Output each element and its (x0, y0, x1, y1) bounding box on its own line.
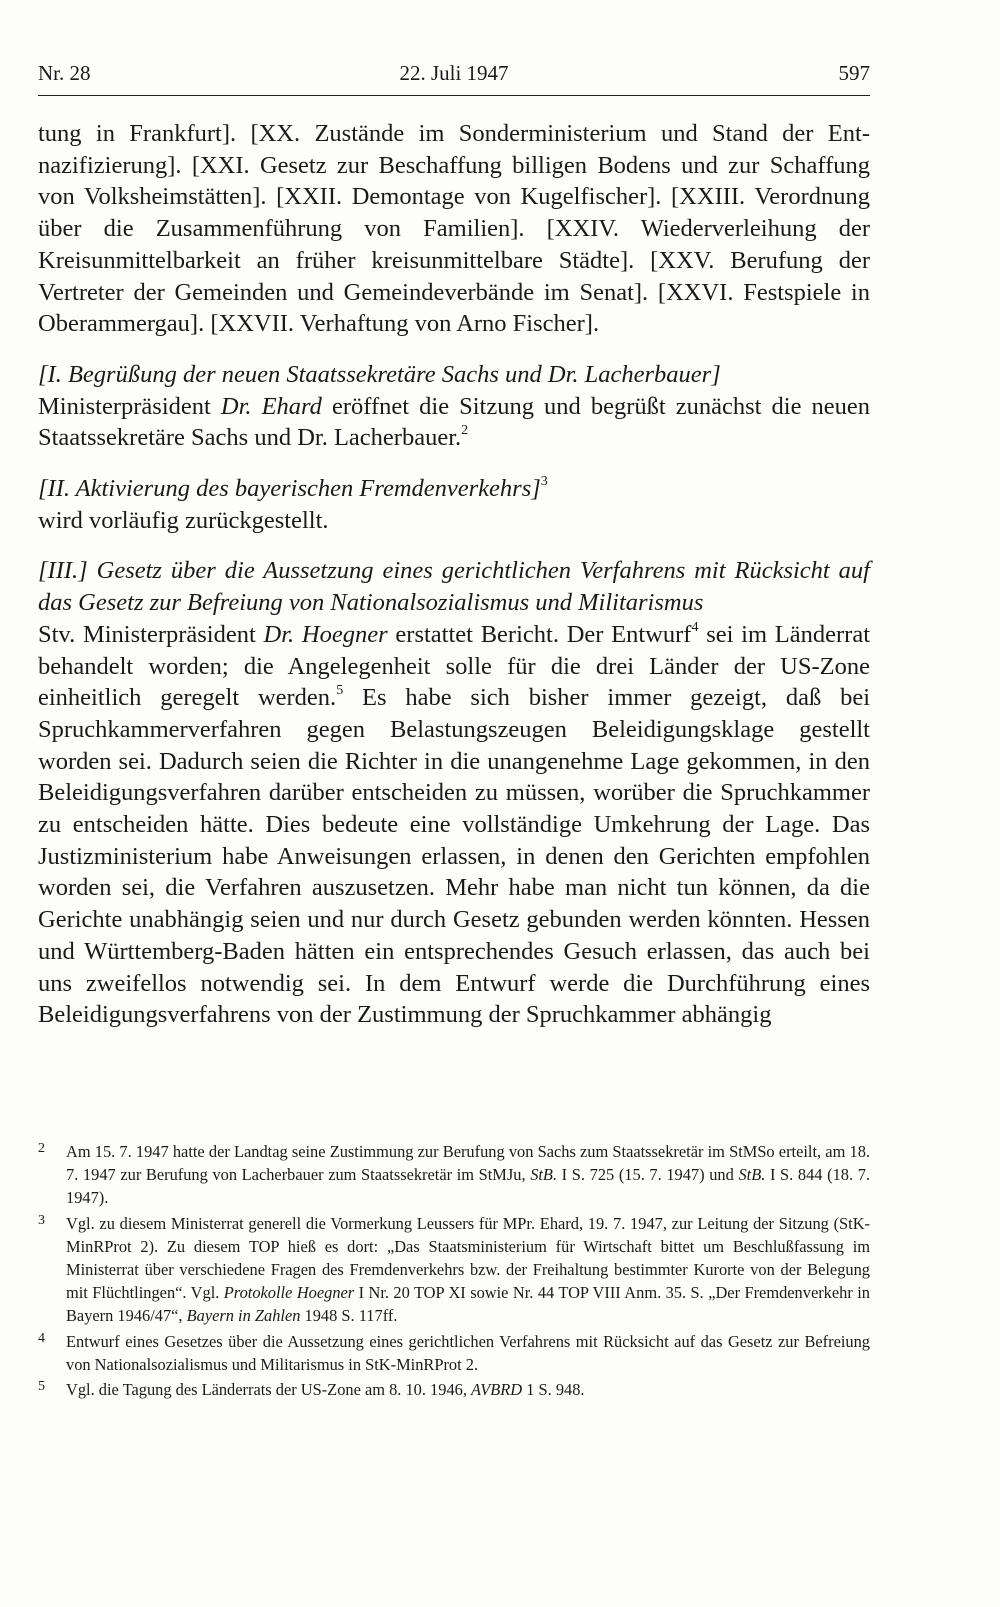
spacer (38, 536, 870, 555)
footnote-text: Vgl. zu diesem Ministerrat generell die Vormerkung Leussers für MPr. Ehard, 19. 7. 1947, zur Leitung der Sitzung (StK-MinRProt 2). Zu diesem TOP hieß es dort: „Das Staatsministerium für Wirtschaft bittet um Beschlußfassung im Ministerrat über verschiedene Fragen des Fremdenverkehrs bzw. der Freihaltung bestimmter Kurorte von der Belegung mit Flüchtlingen“. Vgl. (66, 1213, 870, 1303)
section-3-text (38, 619, 870, 1031)
footnote-text: I S. 844 (18. 7. 1947). (66, 1165, 870, 1208)
footnote-text: 1 S. 948. (522, 1380, 585, 1400)
footnote-text: I Nr. 20 TOP XI sowie Nr. 44 TOP VIII Anm. 35. S. „Der Fremdenverkehr in Bayern 1946/47“, (66, 1283, 870, 1326)
section-2-heading-text: [II. Aktivierung des bayerischen Fremdenverkehrs] (38, 475, 541, 503)
footnote-5 (38, 1378, 870, 1401)
footnote-italic: StB. (530, 1165, 558, 1185)
agenda-continuation: tung in Frankfurt]. [XX. Zustände im Sonderministerium und Stand der Entnazifizierung]. [XXI. Gesetz zur Beschaffung billigen Bodens und zur Schaffung von Volksheimstätten]. [XXII. Demontage von Kugelfischer]. [XXIII. Verordnung über die Zusammenführung von Familien]. [XXIV. Wiederverleihung der Kreisunmittelbarkeit an früher kreisunmittelbare Städte]. [XXV. Berufung der Vertreter der Gemeinden und Gemeindeverbände im Senat]. [XXVI. Festspiele in Oberammergau]. [XXVII. Verhaftung von Arno Fischer]. (38, 120, 870, 338)
footnote-text: Entwurf eines Gesetzes über die Aussetzung eines gerichtlichen Verfahrens mit Rücksicht auf das Gesetz zur Befreiung von Nationalsozialismus und Militarismus in StK-MinRProt 2. (66, 1331, 870, 1374)
speaker-hoegner: Dr. Hoegner (263, 620, 388, 648)
footnote-ref-5[interactable]: 5 (336, 683, 344, 699)
footnote-number: 3 (38, 1212, 45, 1228)
section-2-heading (38, 473, 870, 505)
section-2-text: wird vorläufig zurückgestellt. (38, 506, 329, 534)
section-3-text-a: Stv. Ministerpräsident (38, 620, 264, 648)
issue-number: Nr. 28 (38, 61, 91, 85)
footnote-text: 1948 S. 117ff. (300, 1306, 398, 1326)
running-head (38, 58, 870, 88)
speaker-ehard: Dr. Ehard (220, 392, 322, 420)
spacer (38, 454, 870, 473)
spacer (38, 340, 870, 359)
section-3-roman: [III.] (38, 557, 88, 585)
section-1-text-a: Ministerpräsident (38, 392, 221, 420)
footnote-text: Am 15. 7. 1947 hatte der Landtag seine Zustimmung zur Berufung von Sachs zum Staatssekretär im StMSo erteilt, am 18. 7. 1947 zur Berufung von Lacherbauer zum Staatssekretär im StMJu, (66, 1142, 870, 1185)
footnote-text: Vgl. die Tagung des Länderrats der US-Zone am 8. 10. 1946, (66, 1380, 472, 1400)
footnote-text: I S. 725 (15. 7. 1947) und (557, 1165, 739, 1185)
section-3-text-b: erstattet Bericht. Der Entwurf (387, 620, 692, 648)
footnote-italic: AVBRD (471, 1380, 523, 1400)
footnote-2 (38, 1140, 870, 1210)
footnote-ref-2[interactable]: 2 (461, 423, 469, 439)
footnote-italic: Protokolle Hoegner (223, 1283, 355, 1303)
footnote-4 (38, 1330, 870, 1376)
footnote-italic: StB. (738, 1165, 766, 1185)
main-text (38, 118, 870, 1031)
section-3-title: Gesetz über die Aussetzung eines gerichtlichen Verfahrens mit Rücksicht auf das Gesetz zur Befreiung von Nationalsozialismus und Militarismus (38, 557, 870, 617)
header-rule (38, 95, 870, 96)
footnote-number: 4 (38, 1330, 45, 1346)
section-1-text-b: eröffnet die Sitzung und begrüßt zunächst die neuen Staatssekretäre Sachs und Dr. Lacherbauer. (38, 392, 871, 452)
footnote-ref-3[interactable]: 3 (540, 473, 548, 489)
section-3-heading (38, 555, 870, 618)
footnote-3 (38, 1212, 870, 1328)
page-number: 597 (838, 61, 870, 85)
footnote-italic: Bayern in Zahlen (186, 1306, 301, 1326)
page-date: 22. Juli 1947 (399, 61, 509, 85)
footnote-ref-4[interactable]: 4 (691, 619, 699, 635)
section-3-text-d: Es habe sich bisher immer gezeigt, daß bei Spruchkammerverfahren gegen Belastungszeugen Beleidigungsklage gestellt worden sei. Dadurch seien die Richter in die unangenehme Lage gekommen, in den Beleidigungsverfahren darüber entscheiden zu müssen, worüber die Spruchkammer zu entscheiden hätte. Dies bedeute eine vollständige Umkehrung der Lage. Das Justizministerium habe Anweisungen erlassen, in denen den Gerichten empfohlen worden sei, die Verfahren auszusetzen. Mehr habe man nicht tun können, da die Gerichte unabhängig seien und nur durch Gesetz gebunden werden könnten. Hessen und Württemberg-Baden hätten ein entsprechendes Gesuch erlassen, das auch bei uns zweifellos notwendig sei. In dem Entwurf werde die Durchführung eines Beleidigungsverfahrens von der Zustimmung der Spruchkammer abhängig (38, 684, 870, 1029)
section-1-heading (38, 359, 870, 391)
section-1-text (38, 391, 870, 454)
footnote-number: 2 (38, 1141, 45, 1156)
section-3-text-c: sei im Länderrat behandelt worden; die Angelegenheit solle für die drei Länder der US-Zone einheitlich geregelt werden. (38, 620, 871, 712)
footnotes (38, 1140, 870, 1403)
section-1-heading-text: [I. Begrüßung der neuen Staatssekretäre Sachs und Dr. Lacherbauer] (38, 360, 721, 388)
footnote-number: 5 (38, 1379, 45, 1395)
